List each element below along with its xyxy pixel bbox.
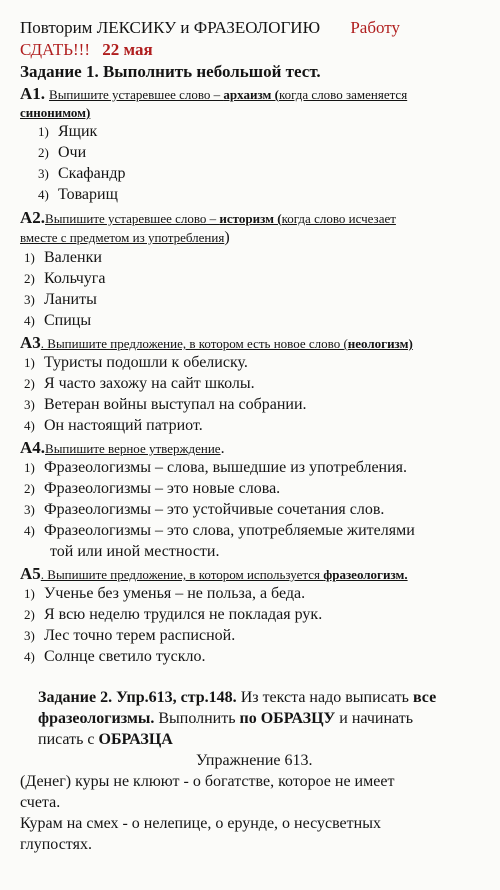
option-a5-3: 3) Лес точно терем расписной. — [24, 627, 236, 644]
question-label: А1. — [20, 84, 46, 103]
task1-title: Задание 1. Выполнить небольшой тест. — [20, 62, 321, 81]
example-2-line-2: глупостях. — [20, 836, 92, 853]
option-a2-3: 3) Ланиты — [24, 291, 97, 308]
option-a3-2: 2) Я часто захожу на сайт школы. — [24, 375, 255, 392]
question-a1-instr-cont: синонимом) — [20, 105, 91, 120]
question-a2-instr-cont: вместе с предметом из употребления) — [20, 229, 230, 246]
option-a3-4: 4) Он настоящий патриот. — [24, 417, 203, 434]
page-title: Повторим ЛЕКСИКУ и ФРАЗЕОЛОГИЮ — [20, 18, 321, 37]
question-a1 — [20, 84, 407, 104]
header-line-2 — [20, 40, 153, 60]
option-a5-2: 2) Я всю неделю трудился не покладая рук. — [24, 606, 323, 623]
option-a1-1: 1) Ящик — [38, 123, 98, 140]
example-1-line-2: счета. — [20, 794, 61, 811]
option-a4-1: 1) Фразеологизмы – слова, вышедшие из употребления. — [24, 459, 408, 476]
example-2-line-1: Курам на смех - о нелепице, о ерунде, о несусветных — [20, 815, 381, 832]
option-a1-3: 3) Скафандр — [38, 165, 126, 182]
option-a5-4: 4) Солнце светило тускло. — [24, 648, 206, 665]
option-a1-2: 2) Очи — [38, 144, 87, 161]
option-a3-1: 1) Туристы подошли к обелиску. — [24, 354, 248, 371]
option-a4-3: 3) Фразеологизмы – это устойчивые сочетания слов. — [24, 501, 385, 518]
header-line-1 — [20, 18, 400, 38]
submit-text: СДАТЬ!!! — [20, 40, 91, 59]
option-a5-1: 1) Ученье без уменья – не польза, а беда. — [24, 585, 306, 602]
option-a4-2: 2) Фразеологизмы – это новые слова. — [24, 480, 281, 497]
example-1-line-1: (Денег) куры не клюют - о богатстве, которое не имеет — [20, 773, 395, 790]
task2-line-1: Задание 2. Упр.613, стр.148. Из текста надо выписать все — [38, 689, 437, 706]
option-a2-2: 2) Кольчуга — [24, 270, 106, 287]
question-a5: А5. Выпишите предложение, в котором используется фразеологизм. — [20, 564, 408, 583]
question-a2: А2.Выпишите устаревшее слово – историзм (когда слово исчезает — [20, 208, 396, 227]
question-a3: А3. Выпишите предложение, в котором есть новое слово (неологизм) — [20, 333, 413, 352]
due-date: 22 мая — [102, 40, 153, 59]
task2-line-2: фразеологизмы. Выполнить по ОБРАЗЦУ и начинать — [38, 710, 414, 727]
question-instruction: Выпишите устаревшее слово – архаизм (когда слово заменяется — [49, 87, 408, 102]
option-a2-4: 4) Спицы — [24, 312, 92, 329]
submit-word: Работу — [350, 18, 400, 37]
option-a4-4: 4) Фразеологизмы – это слова, употребляемые жителями — [24, 522, 415, 539]
option-a4-4-cont: той или иной местности. — [50, 543, 220, 560]
task2-line-3: писать с ОБРАЗЦА — [38, 731, 173, 748]
option-a3-3: 3) Ветеран войны выступал на собрании. — [24, 396, 307, 413]
option-a1-4: 4) Товарищ — [38, 186, 118, 203]
question-a4: А4.Выпишите верное утверждение. — [20, 438, 225, 457]
exercise-title: Упражнение 613. — [196, 752, 313, 769]
option-a2-1: 1) Валенки — [24, 249, 102, 266]
